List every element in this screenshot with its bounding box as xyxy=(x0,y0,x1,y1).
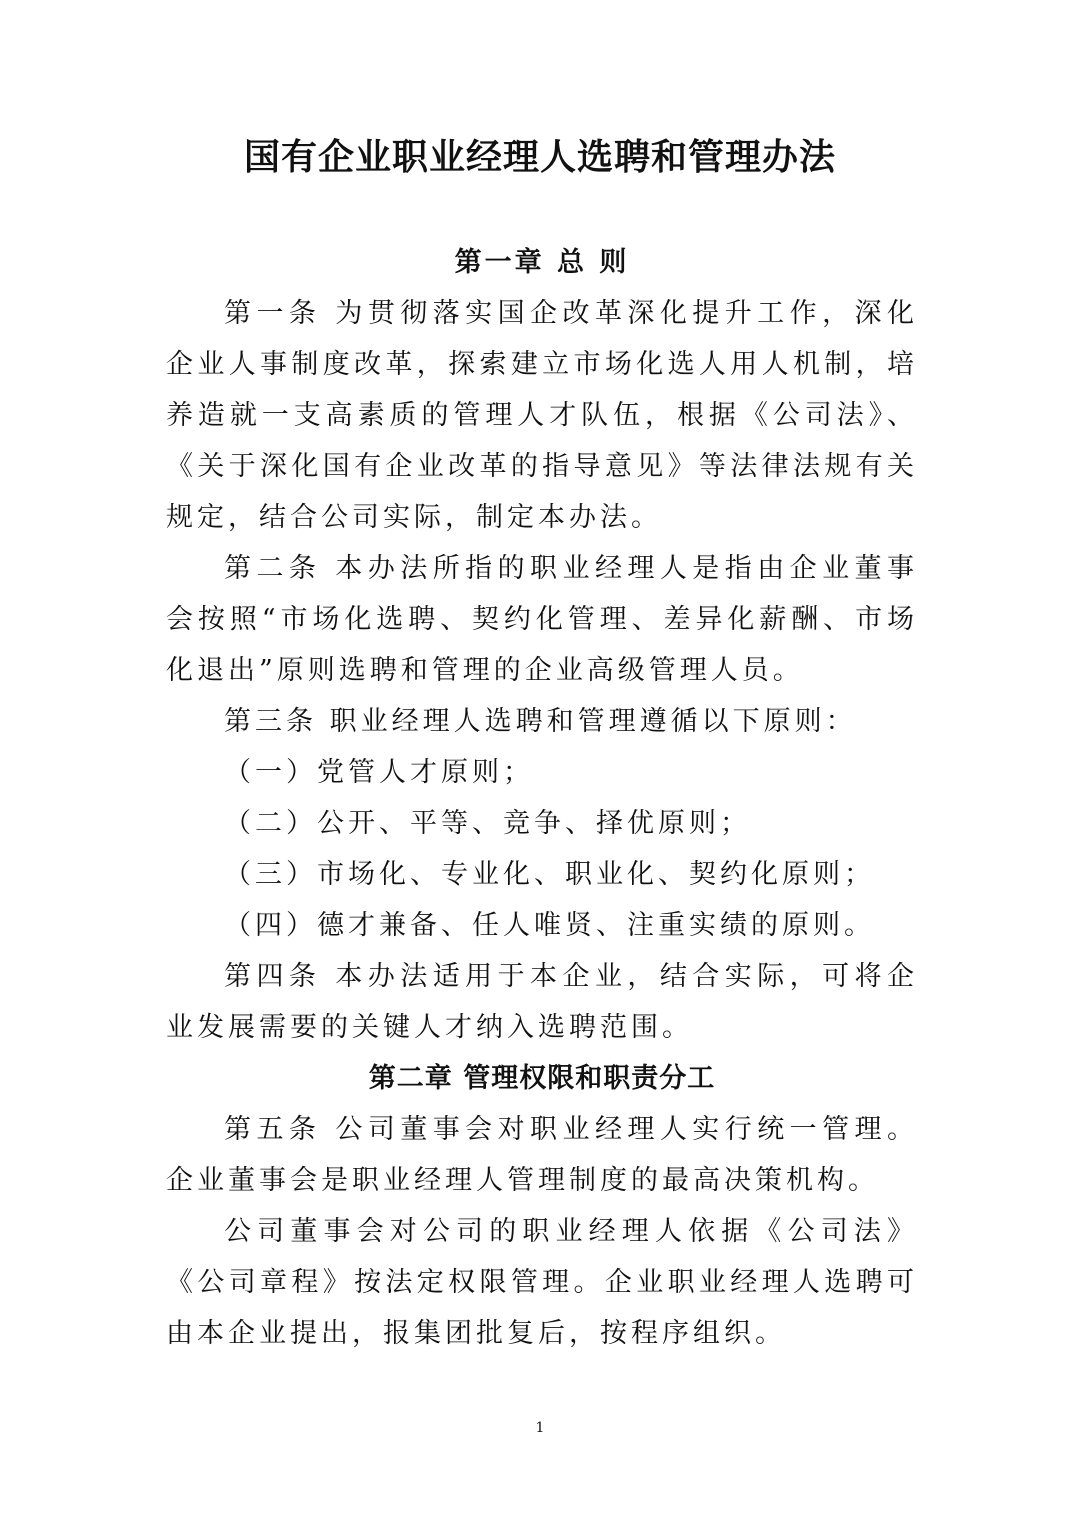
page-number: 1 xyxy=(535,1420,545,1436)
chapter-2-heading: 第二章 管理权限和职责分工 xyxy=(368,1063,716,1094)
document-title: 国有企业职业经理人选聘和管理办法 xyxy=(243,137,836,178)
article-5-continuation: 公司董事会对公司的职业经理人依据《公司法》《公司章程》按法定权限管理。企业职业经理人选聘可由本企业提出，报集团批复后，按程序组织。 xyxy=(166,1216,918,1349)
article-5-paragraph: 第五条 公司董事会对职业经理人实行统一管理。企业董事会是职业经理人管理制度的最高决策机构。 xyxy=(166,1114,918,1196)
document-body xyxy=(166,237,918,1359)
principle-item-4: （四）德才兼备、任人唯贤、注重实绩的原则。 xyxy=(224,910,875,941)
chapter-1-heading: 第一章 总 则 xyxy=(454,247,630,278)
principle-item-1: （一）党管人才原则； xyxy=(224,757,534,788)
article-4-paragraph: 第四条 本办法适用于本企业，结合实际，可将企业发展需要的关键人才纳入选聘范围。 xyxy=(166,961,918,1043)
article-1-paragraph: 第一条 为贯彻落实国企改革深化提升工作，深化企业人事制度改革，探索建立市场化选人用人机制，培养造就一支高素质的管理人才队伍，根据《公司法》、《关于深化国有企业改革的指导意见》等法律法规有关规定，结合公司实际，制定本办法。 xyxy=(166,298,918,533)
principle-item-2: （二）公开、平等、竞争、择优原则； xyxy=(224,808,751,839)
article-2-paragraph: 第二条 本办法所指的职业经理人是指由企业董事会按照“市场化选聘、契约化管理、差异化薪酬、市场化退出”原则选聘和管理的企业高级管理人员。 xyxy=(166,553,918,686)
principle-item-3: （三）市场化、专业化、职业化、契约化原则； xyxy=(224,859,875,890)
article-3-paragraph: 第三条 职业经理人选聘和管理遵循以下原则： xyxy=(224,706,857,737)
